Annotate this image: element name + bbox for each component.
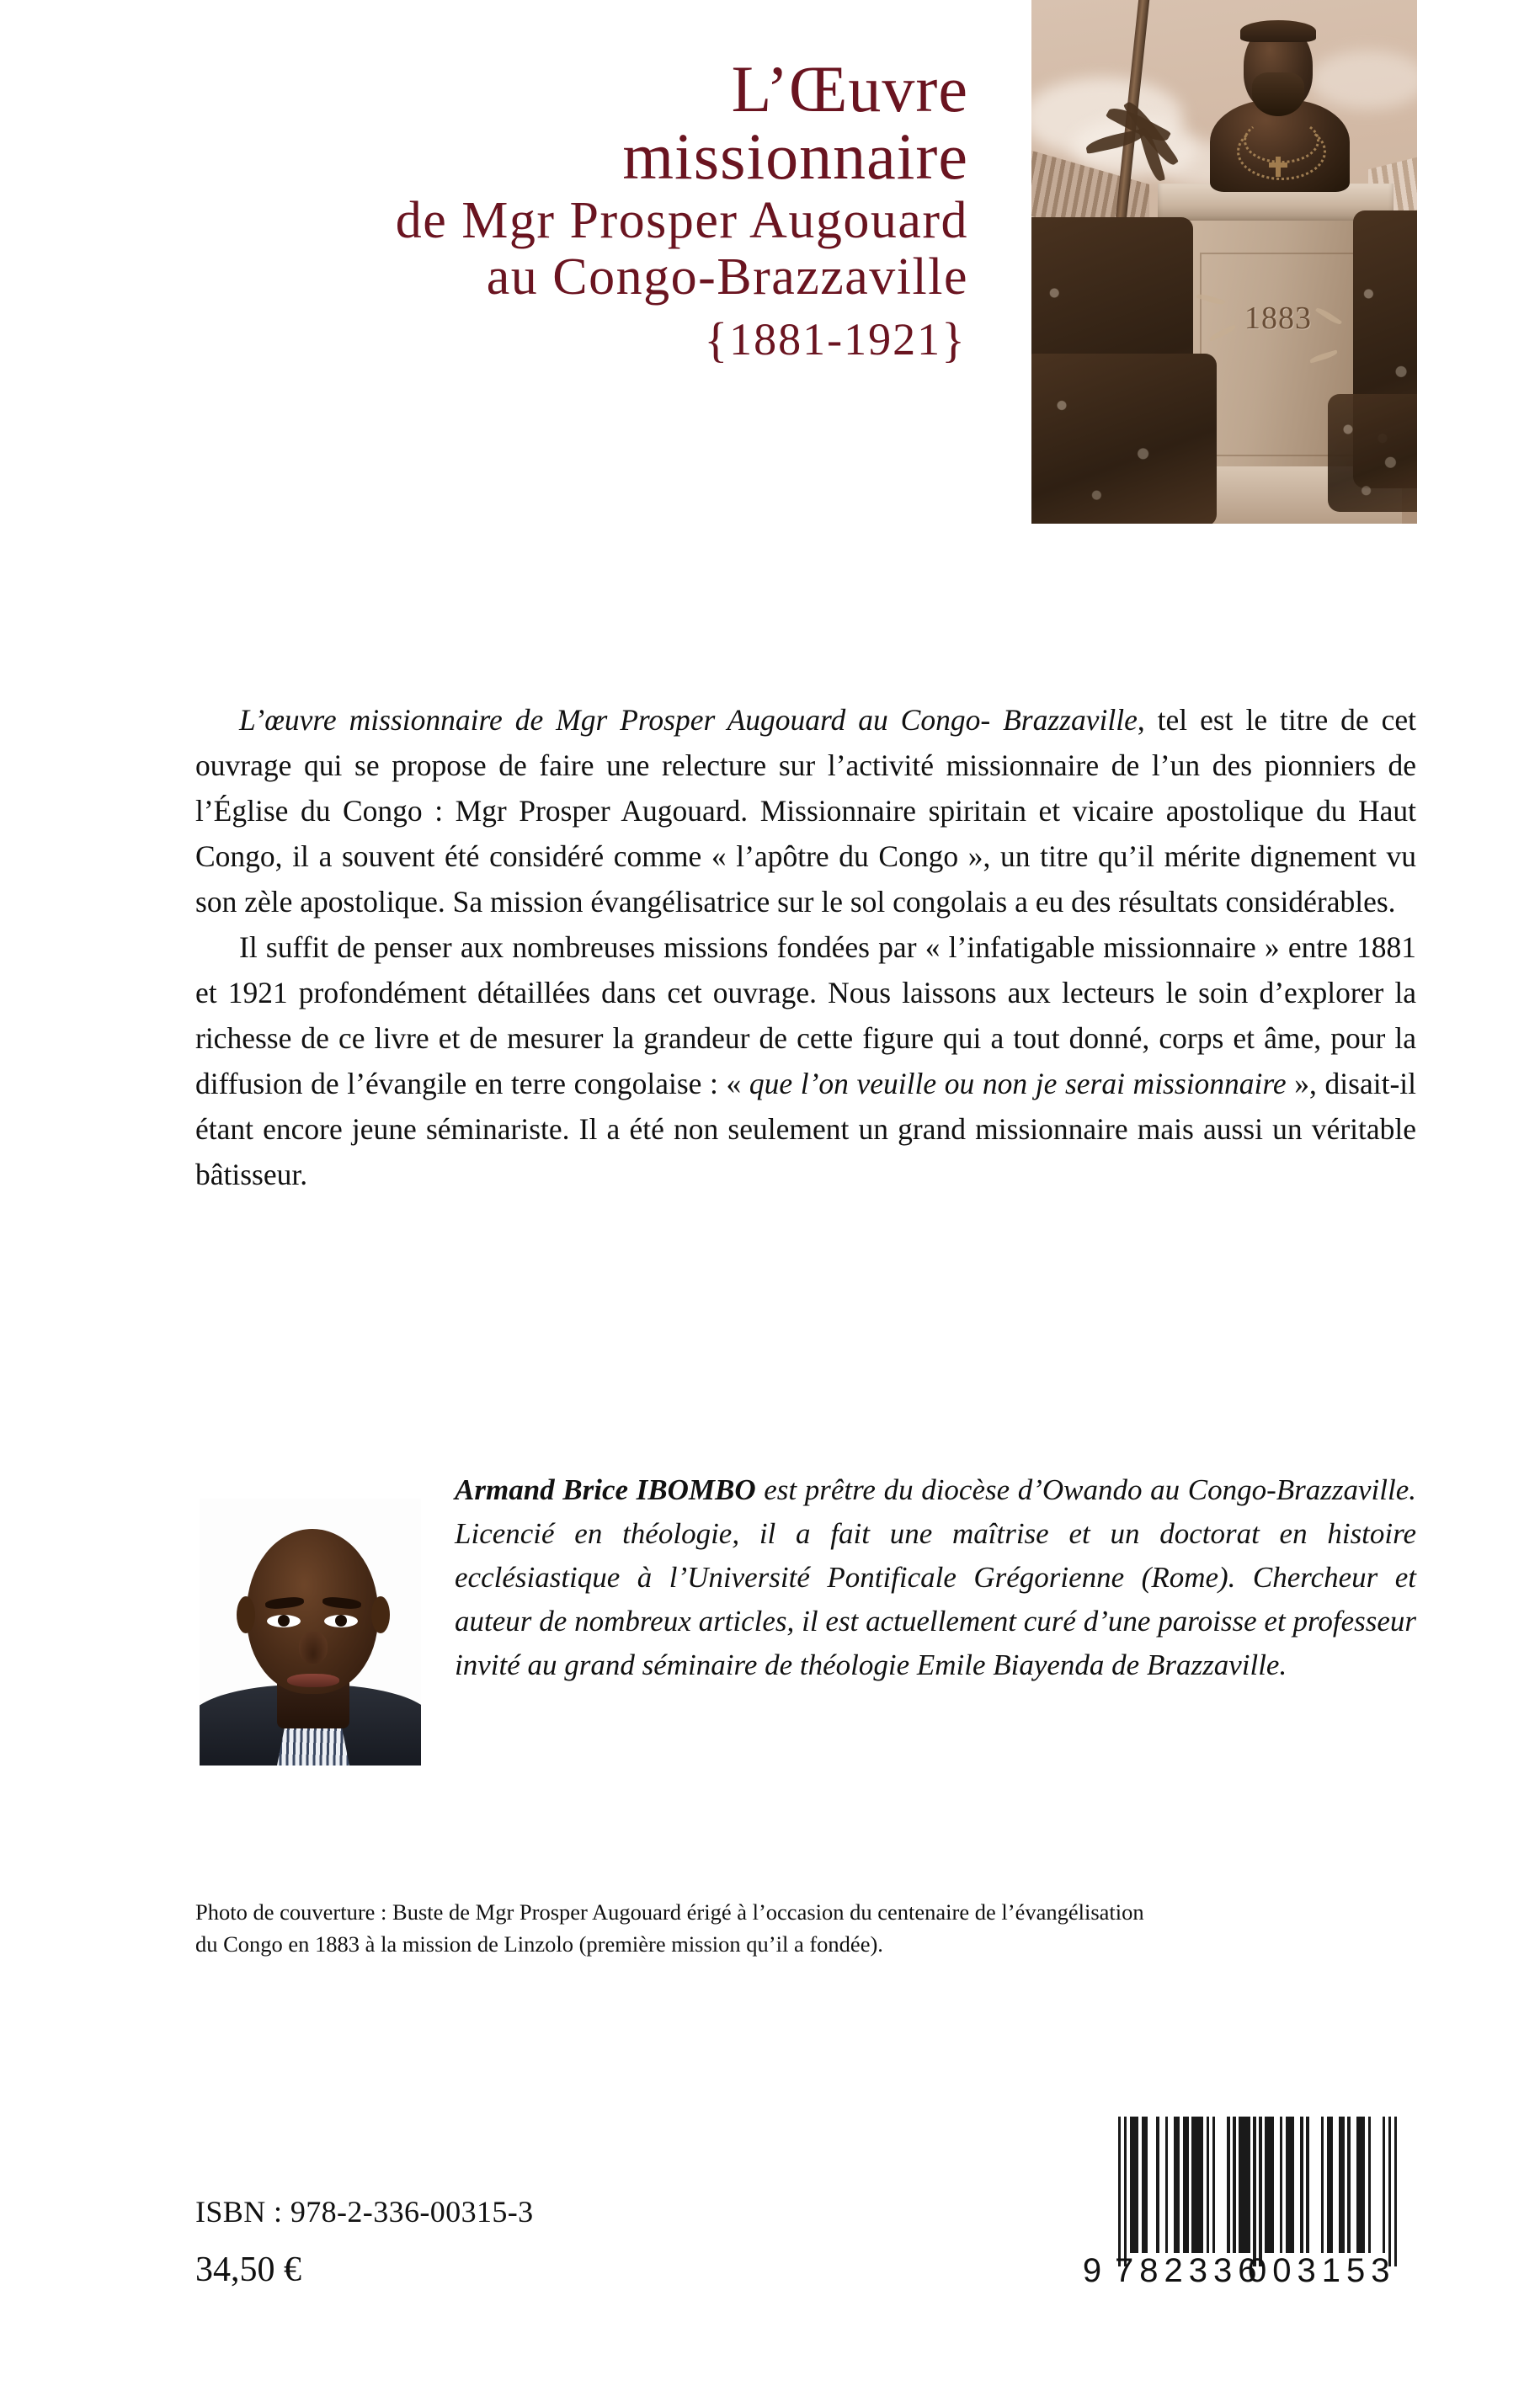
- price-text: 34,50 €: [195, 2250, 301, 2289]
- photo-vegetation: [1031, 354, 1217, 524]
- book-title-block: [101, 52, 977, 367]
- ean13-barcode: [1071, 2117, 1404, 2302]
- year-brace-close: }: [941, 312, 967, 367]
- author-bio-text: est prêtre du diocèse d’Owando au Congo-Brazzaville. Licencié en théologie, il a fait une maîtrise et un doctorat en histoire ecclésiastique à l’Université Pontificale Grégorienne (Rome). Chercheur et auteur de nombreux articles, il est actuellement curé d’une paroisse et professeur invité au grand séminaire de théologie Emile Biayenda de Brazzaville.: [455, 1473, 1416, 1681]
- photo-bust-chain: [1237, 123, 1326, 180]
- photo-pectoral-cross-icon: [1276, 157, 1281, 177]
- blurb-paragraph-2-part2: », disait-il étant encore jeune séminariste. Il a été non seulement un grand missionnaire mais aussi un véritable bâtisseur.: [195, 1067, 1416, 1191]
- portrait-nose: [299, 1632, 328, 1664]
- blurb-title-italic: L’œuvre missionnaire de Mgr Prosper Augouard au Congo- Brazzaville: [239, 703, 1138, 737]
- barcode-space: [1351, 2117, 1356, 2253]
- photo-vegetation: [1328, 394, 1417, 512]
- barcode-bar: [1286, 2117, 1294, 2253]
- year-range-text: 1881-1921: [729, 313, 942, 365]
- portrait-ear: [237, 1596, 255, 1633]
- barcode-bar: [1130, 2117, 1138, 2253]
- back-cover-blurb: [195, 697, 1416, 1197]
- photo-credit-line-2: du Congo en 1883 à la mission de Linzolo (première mission qu’il a fondée).: [195, 1931, 883, 1957]
- title-subtitle-place: au Congo-Brazzaville: [486, 248, 968, 306]
- barcode-bar: [1191, 2117, 1203, 2253]
- barcode-digits: [1071, 2251, 1404, 2290]
- title-line-1: L’Œuvre: [731, 52, 968, 125]
- barcode-bar: [1239, 2117, 1250, 2253]
- author-bio-block: [455, 1468, 1416, 1687]
- barcode-bar: [1356, 2117, 1365, 2253]
- barcode-bar: [1265, 2117, 1273, 2253]
- barcode-space: [1371, 2117, 1383, 2253]
- barcode-bars: [1118, 2117, 1398, 2253]
- barcode-space: [1333, 2117, 1339, 2253]
- photo-cloud: [1309, 51, 1417, 109]
- blurb-paragraph-1: [195, 697, 1416, 924]
- title-subtitle-author: de Mgr Prosper Augouard: [395, 192, 968, 250]
- photo-bust-hat: [1240, 20, 1316, 42]
- barcode-bar: [1142, 2117, 1148, 2253]
- author-portrait-photo: [200, 1499, 421, 1766]
- photo-bust-beard: [1252, 72, 1304, 116]
- portrait-ear: [371, 1596, 390, 1633]
- barcode-right-group: 003153: [1248, 2252, 1396, 2289]
- barcode-space: [1168, 2117, 1174, 2253]
- barcode-space: [1309, 2117, 1321, 2253]
- barcode-bar: [1174, 2117, 1180, 2253]
- title-year-range: [101, 312, 977, 367]
- photo-credit-line-1: Photo de couverture : Buste de Mgr Prosper Augouard érigé à l’occasion du centenaire de l’évangélisation: [195, 1899, 1144, 1925]
- blurb-paragraph-2-part1: Il suffit de penser aux nombreuses missions fondées par « l’infatigable missionnaire » entre 1881 et 1921 profondément détaillées dans cet ouvrage. Nous laissons aux lecteurs le soin d’explorer la richesse de ce livre et de mesurer la grandeur de cette figure qui a tout donné, corps et âme, pour la diffusion de l’évangile en terre congolaise : «: [195, 930, 1416, 1100]
- author-bio-paragraph: [455, 1468, 1416, 1687]
- barcode-space: [1215, 2117, 1227, 2253]
- portrait-head: [247, 1529, 378, 1694]
- barcode-space: [1148, 2117, 1156, 2253]
- barcode-bar: [1394, 2117, 1397, 2266]
- photo-credit-block: [195, 1896, 1416, 1960]
- blurb-quote-italic: que l’on veuille ou non je serai missionnaire: [749, 1067, 1287, 1100]
- barcode-space: [1274, 2117, 1280, 2253]
- title-line-2: missionnaire: [622, 119, 968, 193]
- barcode-left-group: 782336: [1115, 2252, 1263, 2289]
- cover-photo-bust: [1031, 0, 1417, 524]
- portrait-mouth: [287, 1674, 339, 1687]
- isbn-text: ISBN : 978-2-336-00315-3: [195, 2195, 534, 2229]
- barcode-lead-digit: 9: [1082, 2252, 1104, 2289]
- author-name: Armand Brice IBOMBO: [455, 1473, 756, 1506]
- year-brace-open: {: [704, 312, 730, 367]
- blurb-paragraph-1-rest: , tel est le titre de cet ouvrage qui se propose de faire une relecture sur l’activité missionnaire de l’un des pionniers de l’Église du Congo : Mgr Prosper Augouard. Missionnaire spiritain et vicaire apostolique du Haut Congo, il a souvent été considéré comme « l’apôtre du Congo », un titre qu’il mérite dignement vu son zèle apostolique. Sa mission évangélisatrice sur le sol congolais a eu des résultats considérables.: [195, 703, 1416, 919]
- barcode-bar: [1327, 2117, 1333, 2253]
- blurb-paragraph-2: [195, 924, 1416, 1197]
- portrait-pupil: [278, 1615, 290, 1627]
- barcode-bar: [1183, 2117, 1189, 2253]
- portrait-pupil: [335, 1615, 347, 1627]
- barcode-space: [1159, 2117, 1165, 2253]
- photo-pedestal-year: 1883: [1244, 301, 1312, 336]
- barcode-space: [1294, 2117, 1300, 2253]
- barcode-bar: [1339, 2117, 1345, 2253]
